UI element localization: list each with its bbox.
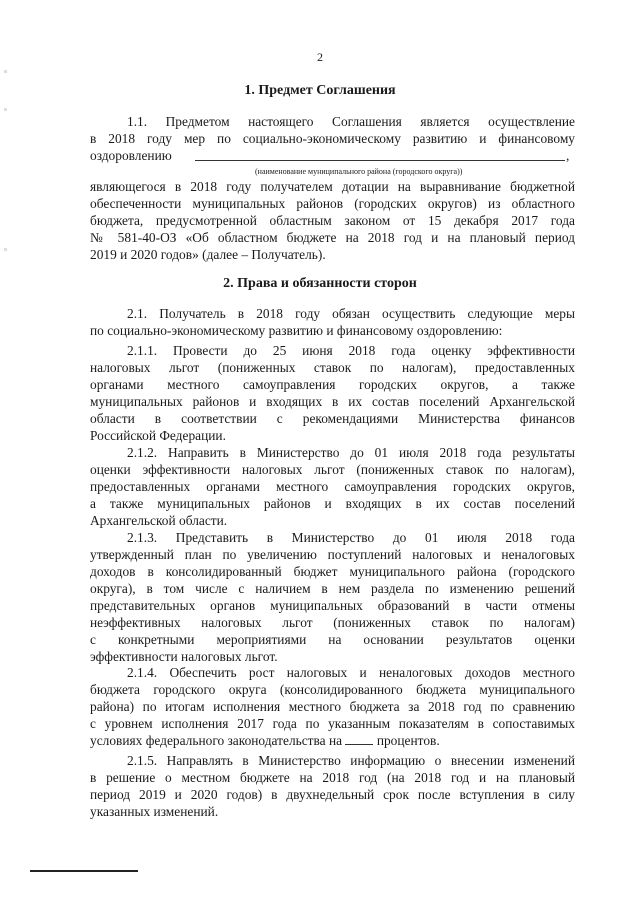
paragraph-line: округа), в том числе с наличием в нем раздела по изменению решений: [90, 581, 575, 596]
paragraph-line: утвержденный план по увеличению поступлений налоговых и неналоговых: [90, 547, 575, 562]
section-1-heading: 1. Предмет Соглашения: [244, 83, 396, 98]
paragraph-line: Российской Федерации.: [90, 428, 226, 443]
line-end-comma: ,: [566, 148, 570, 163]
paragraph-line: являющегося в 2018 году получателем дотации на выравнивание бюджетной: [90, 179, 575, 194]
paragraph-line: № 581-40-ОЗ «Об областном бюджете на 2018 год и на плановый период: [90, 230, 575, 245]
paragraph-line: муниципальных районов и входящих в их состав поселений Архангельской: [90, 394, 575, 409]
paragraph-line: 1.1. Предметом настоящего Соглашения является осуществление: [127, 114, 575, 129]
page-number: 2: [317, 50, 323, 64]
paragraph-line: в 2018 году мер по социально-экономическому развитию и финансовому: [90, 131, 575, 146]
paragraph-line: а также муниципальных районов и входящих в их состав поселений: [90, 496, 575, 511]
paragraph-line-text: оздоровлению: [90, 148, 172, 163]
paragraph-line: в решение о местном бюджете на 2018 год (на 2018 год и на плановый: [90, 770, 575, 785]
paragraph-line: 2.1. Получатель в 2018 году обязан осуществить следующие меры: [127, 306, 575, 321]
scan-mark: [4, 248, 7, 251]
paragraph-line: период 2019 и 2020 годов) в двухнедельный срок после вступления в силу: [90, 787, 575, 802]
paragraph-line: предоставленных органами местного самоуправления городских округов,: [90, 479, 575, 494]
footer-rule: [30, 870, 138, 872]
paragraph-line: представительных органов муниципальных образований в части отмены: [90, 598, 575, 613]
paragraph-line: доходов в консолидированный бюджет муниципального района (городского: [90, 564, 575, 579]
paragraph-line: по социально-экономическому развитию и финансовому оздоровлению:: [90, 323, 503, 338]
paragraph-line: оценки эффективности налоговых льгот (пониженных ставок по налогам),: [90, 462, 575, 477]
section-2-heading: 2. Права и обязанности сторон: [223, 276, 417, 291]
paragraph-line: района) по итогам исполнения местного бюджета за 2018 год по сравнению: [90, 699, 575, 714]
paragraph-line-tail: процентов.: [376, 733, 440, 748]
paragraph-line: неэффективных налоговых льгот (пониженных ставок по налогам): [90, 615, 575, 630]
scan-mark: [4, 108, 7, 111]
percent-blank: [345, 732, 373, 745]
paragraph-line: области в соответствии с рекомендациями Министерства финансов: [90, 411, 575, 426]
paragraph-line: с уровнем исполнения 2017 года по указанным показателям в сопоставимых: [90, 716, 575, 731]
fill-in-underline: [195, 160, 565, 161]
paragraph-line: обеспеченности муниципальных районов (городских округов) из областного: [90, 196, 575, 211]
paragraph-line: эффективности налоговых льгот.: [90, 649, 278, 664]
paragraph-line: бюджета, предусмотренной областным законом от 15 декабря 2017 года: [90, 213, 575, 228]
paragraph-line: [90, 732, 575, 749]
paragraph-line: бюджета городского округа (консолидированного бюджета муниципального: [90, 682, 575, 697]
paragraph-line: 2.1.5. Направлять в Министерство информацию о внесении изменений: [127, 753, 575, 768]
paragraph-line: Архангельской области.: [90, 513, 228, 528]
paragraph-line: 2.1.3. Представить в Министерство до 01 июля 2018 года: [127, 530, 575, 545]
paragraph-line: органами местного самоуправления городских округов, а также: [90, 377, 575, 392]
paragraph-line: 2019 и 2020 годов» (далее – Получатель).: [90, 247, 326, 262]
paragraph-line: 2.1.2. Направить в Министерство до 01 июля 2018 года результаты: [127, 445, 575, 460]
paragraph-line: указанных изменений.: [90, 804, 219, 819]
paragraph-line: с конкретными мероприятиями на основании результатов оценки: [90, 632, 575, 647]
paragraph-line: 2.1.1. Провести до 25 июня 2018 года оценку эффективности: [127, 343, 575, 358]
paragraph-line: налоговых льгот (пониженных ставок по налогам), предоставленных: [90, 360, 575, 375]
fill-in-caption: (наименование муниципального района (городского округа)): [255, 167, 463, 176]
paragraph-line: 2.1.4. Обеспечить рост налоговых и неналоговых доходов местного: [127, 665, 575, 680]
paragraph-line-text: условиях федерального законодательства на: [90, 733, 343, 748]
scan-mark: [4, 70, 7, 73]
paragraph-line: [90, 147, 575, 164]
